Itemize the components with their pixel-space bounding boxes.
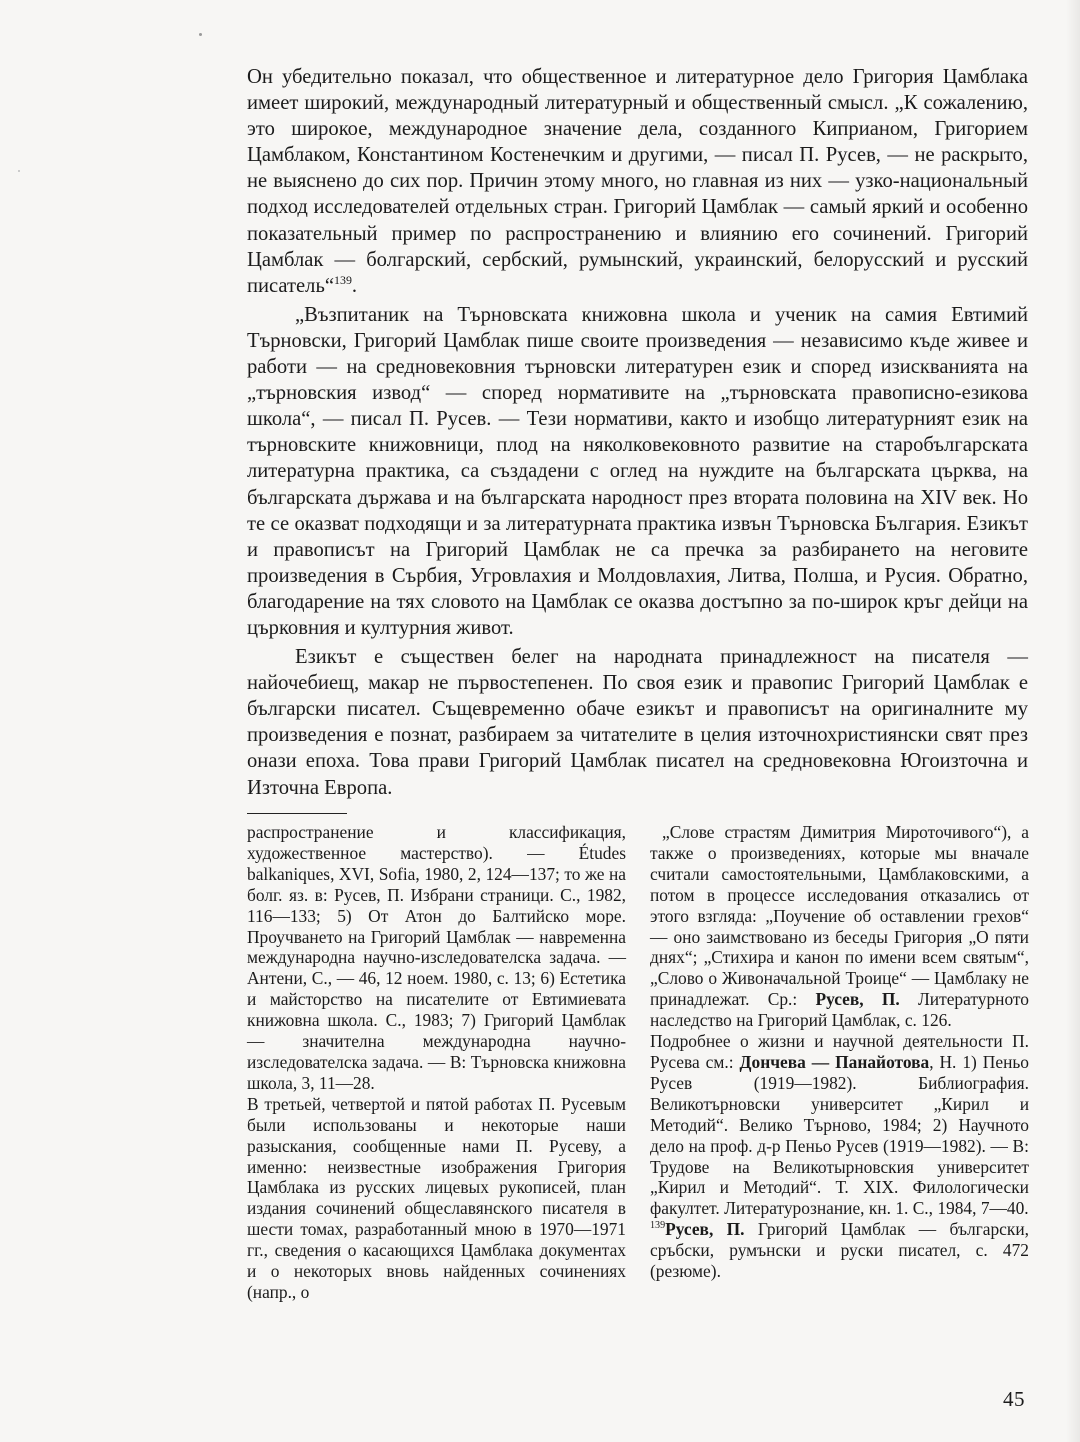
footnote-separator (247, 813, 347, 814)
paragraph-1: Он убедительно показал, что общественное и литературное дело Григория Цамблака имеет широкий, международный литературный и общественный смысл. „К сожалению, это широкое, международное значение дела, созданного Киприаном, Григорием Цамблаком, Константином Костенечким и другими, — писал П. Русев, — не раскрыто, не выяснено до сих пор. Причин этому много, но главная из них — узко-национальный подход исследователей отдельных стран. Григорий Цамблак — самый яркий и особенно показательный пример по распространению и влиянию его сочинений. Григорий Цамблак — болгарский, сербский, румынский, украинский, белорусский и русский писатель“$^{139}$. (247, 66, 1028, 297)
scan-speck (18, 170, 20, 172)
page-edge-shadow (1066, 0, 1080, 1442)
footnote-paragraph: В третьей, четвертой и пятой работах П. Русевым были использованы и некоторые наши разыскания, сообщенные нами П. Русеву, а именно: неизвестные изображения Григория Цамблака из русских лицевых рукописей, план издания сочинений общеславянского писателя в шести томах, разработанный мною в 1970—1971 гг., сведения о касающихся Цамблака документах и о некоторых вновь найденных сочинениях (напр., о (247, 1093, 626, 1302)
scan-speck (199, 33, 202, 36)
page-number: 45 (1003, 1387, 1025, 1411)
footnote-paragraph: распространение и классификация, художественное мастерство). — Études balkaniques, XVI, Sofia, 1980, 2, 124—137; то же на болг. яз. в: Русев, П. Избрани страници. С., 1982, 116—133; 5) От Атон до Балтийско море. Проучването на Григорий Цамблак — навременна международна научно-изследователска задача. — Антени, С., — 46, 12 ноем. 1980, с. 13; 6) Естетика и майсторство на писателите от Евтимиевата книжовна школа. С., 1983; 7) Григорий Цамблак — значителна международна научно-изследователска задача. — В: Търновска книжовна школа, 3, 11—28. (247, 822, 626, 1093)
footnote-paragraph: Подробнее о жизни и научной деятельности П. Русева см.: Дончева — Панайотова, Н. 1) Пеньо Русев (1919—1982). Библиография. Великотърновски университет „Кирил и Методий“. Велико Търново, 1984; 2) Научното дело на проф. д-р Пеньо Русев (1919—1982). — В: Трудове на Великотырновския университет „Кирил и Методий“. Т. XIX. Филологически факултет. Литературознание, кн. 1. С., 1984, 7—40. (650, 1031, 1029, 1219)
paragraph-3: Езикът е съществен белег на народната принадлежност на писателя — найочебиещ, макар не първостепенен. По своя език и правопис Григорий Цамблак е български писател. Същевременно обаче езикът и правописът на оригиналните му произведения е познат, разбираем за читателите в целия източнохристиянски свят през онази епоха. Това прави Григорий Цамблак писател на средновековна Югоизточна и Източна Европа. (247, 646, 1028, 799)
paragraph-2: „Възпитаник на Търновската книжовна школа и ученик на самия Евтимий Търновски, Григорий Цамблак пише своите произведения — независимо къде живее и работи — на средновековния търновски литературен език и според изискванията на „търновския извод“ — според нормативите на „търновската правописно-езикова школа“, — писал П. Русев. — Тези нормативи, както и изобщо литературният език на търновските книжовници, плод на няколковековното развитие на старобългарската литературна практика, са създадени с оглед на нуждите на българската църква, на българската държава и на българската народност през втората половина на XIV век. Но те се оказват подходящи и за литературната практика извън Търновска България. Езикът и правописът на Григорий Цамблак не са пречка за разбирането на неговите произведения в Сърбия, Угровлахия и Молдовлахия, Литва, Полша, и Русия. Обратно, благодарение на тях словото на Цамблак се оказва достъпно за по-широк кръг дейци на църковния и културния живот. (247, 303, 1028, 639)
footnote-139: $^{139}$Русев, П. Григорий Цамблак — български, сръбски, румънски и руски писател, с. 472 (резюме). (650, 1219, 1029, 1282)
footnotes-right-column (650, 822, 1029, 1282)
footnote-number: 139 (650, 1220, 666, 1232)
footnotes-left-column (247, 822, 626, 1303)
footnote-paragraph: „Слове страстям Димитрия Мироточивого“), а также о произведениях, которые мы вначале считали самостоятельными, Цамблаковскими, а потом в процессе исследования отказались от этого взгляда: „Поучение об оставлении грехов“ — оно заимствовано из беседы Григория „О пяти днях“; „Стихира и канон по имени всем святым“, „Слово о Живоначальной Троице“ — Цамблаку не принадлежат. Ср.: Русев, П. Литературното наследство на Григорий Цамблак, с. 126. (650, 822, 1029, 1031)
main-text (247, 64, 1028, 801)
footnote-ref-139[interactable]: 139 (334, 272, 352, 287)
